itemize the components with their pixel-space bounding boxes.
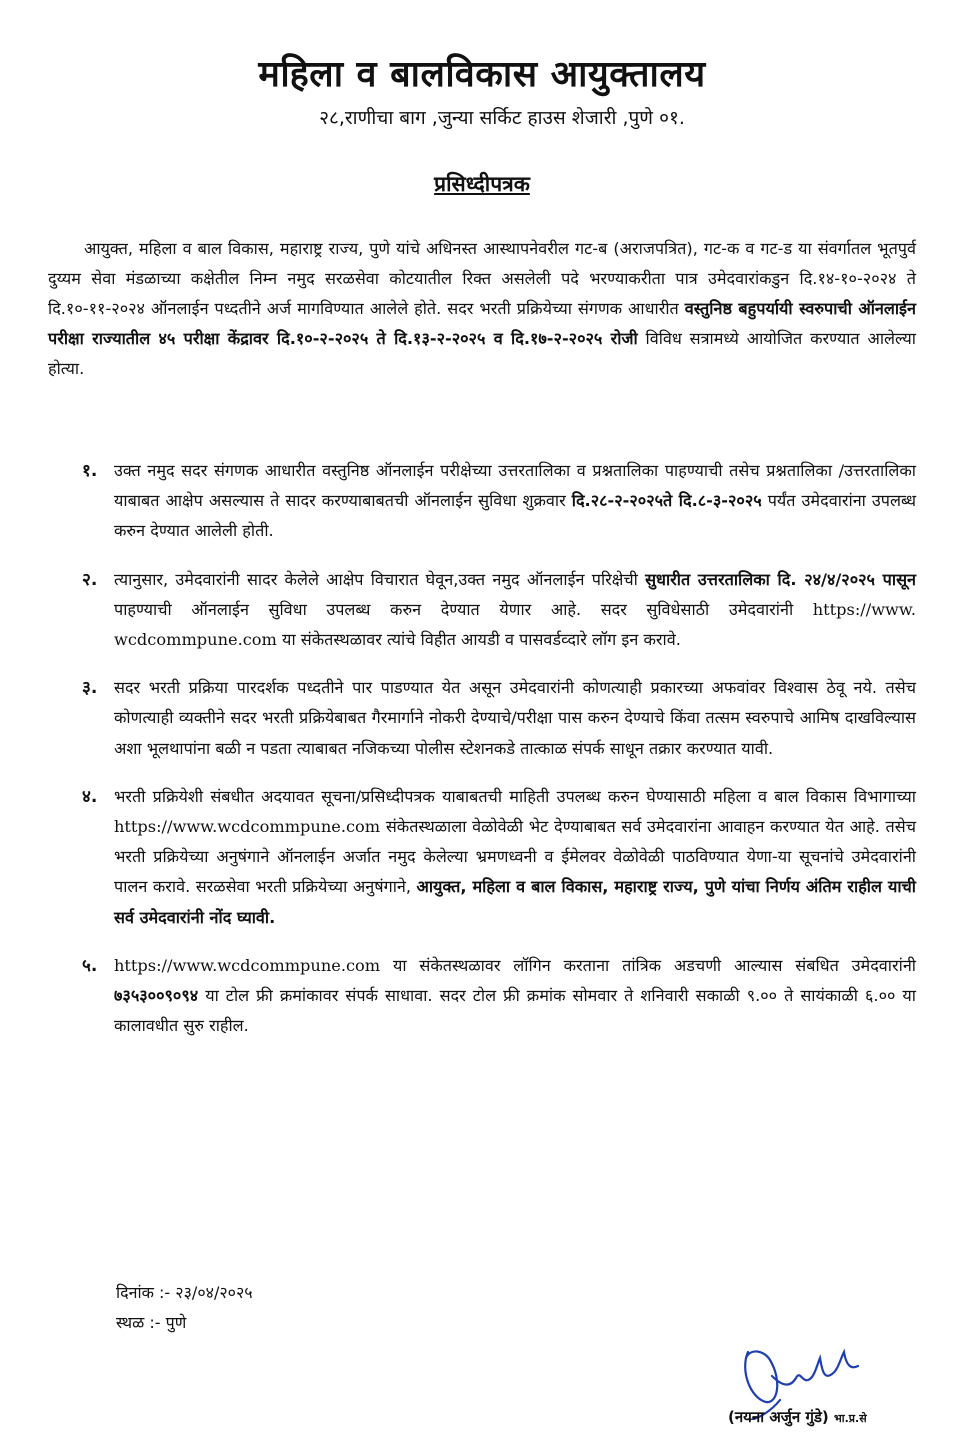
- footer-block: [116, 1278, 253, 1338]
- point-bold-answer-key: सुधारीत उत्तरतालिका दि. २४/४/२०२५ पासून: [645, 569, 916, 589]
- point-text: पाहण्याची ऑनलाईन सुविधा उपलब्ध करुन देण्यात येणार आहे. सदर सुविधेसाठी उमेदवारांनी: [114, 599, 813, 619]
- toll-free-number: ७३५३००९०९४: [114, 986, 199, 1006]
- date-line: दिनांक :- २३/०४/२०२५: [116, 1283, 253, 1302]
- point-body: [114, 456, 916, 547]
- point-body: [114, 951, 916, 1042]
- point-2: [48, 565, 916, 656]
- website-link[interactable]: https://www. wcdcommpune.com: [114, 599, 916, 650]
- point-4: [48, 782, 916, 933]
- point-number: ५.: [82, 955, 98, 976]
- point-number: ३.: [82, 678, 98, 699]
- point-body: [114, 673, 916, 764]
- point-text: भरती प्रक्रियेशी संबधीत अदयावत सूचना/प्रसिध्दीपत्रक याबाबतची माहिती उपलब्ध करुन घेण्यासाठी महिला व बाल विकास विभागाच्या: [114, 786, 916, 806]
- point-text: सदर भरती प्रक्रिया पारदर्शक पध्दतीने पार पाडण्यात येत असून उमेदवारांनी कोणत्याही प्रकारच्या अफवांवर विश्वास ठेवू नये. तसेच कोणत्याही व्यक्तीने सदर भरती प्रक्रियेबाबत गैरमार्गाने नोकरी देण्याचे/परीक्षा पास करुन देण्याचे किंवा तत्सम स्वरुपाचे आमिष दाखविल्यास अशा भूलथापांना बळी न पडता त्याबाबत नजिकच्या पोलीस स्टेशनकडे तात्काळ संपर्क साधून तक्रार करण्यात यावी.: [114, 678, 916, 758]
- intro-text-2: विविध सत्रामध्ये आयोजित करण्यात आलेल्या होत्या.: [48, 329, 916, 378]
- office-address: २८,राणीचा बाग ,जुन्या सर्किट हाउस शेजारी ,पुणे ०१.: [319, 107, 685, 129]
- point-text: त्यानुसार, उमेदवारांनी सादर केलेले आक्षेप विचारात घेवून,उक्त नमुद ऑनलाईन परिक्षेची: [114, 569, 646, 589]
- signatory: [728, 1407, 867, 1427]
- office-title: महिला व बालविकास आयुक्तालय: [258, 54, 706, 95]
- intro-bold-exam-dates: वस्तुनिष्ठ बहुपर्यायी स्वरुपाची ऑनलाईन परीक्षा राज्यातील ४५ परीक्षा केंद्रावर दि.१०-२-२०२५ ते दि.१३-२-२०२५ व दि.१७-२-२०२५ रोजी: [48, 299, 916, 348]
- point-5: [48, 951, 916, 1042]
- point-1: [48, 456, 916, 547]
- place-line: स्थळ :- पुणे: [116, 1313, 187, 1332]
- point-text: या संकेतस्थळावर त्यांचे विहीत आयडी व पासवर्डव्दारे लॉग इन करावे.: [276, 630, 681, 650]
- point-text: संकेतस्थळाला वेळोवेळी भेट देण्याबाबत सर्व उमेदवारांना आवाहन करण्यात येत आहे. तसेच भरती प्रक्रियेच्या अनुषंगाने ऑनलाईन अर्जात नमुद केलेल्या भ्रमणध्वनी व ईमेलवर वेळोवेळी पाठविण्यात येणा-या सूचनांचे उमेदवारांनी पालन करावे. सरळसेवा भरती प्रक्रियेच्या अनुषंगाने,: [114, 817, 916, 897]
- points-list: [48, 456, 916, 1059]
- point-text: या टोल फ्री क्रमांकावर संपर्क साधावा. सदर टोल फ्री क्रमांक सोमवार ते शनिवारी सकाळी ९.०० ते सायंकाळी ६.०० या कालावधीत सुरु राहील.: [114, 986, 916, 1036]
- intro-text-1: आयुक्त, महिला व बाल विकास, महाराष्ट्र राज्य, पुणे यांचे अधिनस्त आस्थापनेवरील गट-ब (अराजपत्रित), गट-क व गट-ड या संवर्गातल भूतपुर्व दुय्यम सेवा मंडळाच्या कक्षेतील निम्न नमुद सरळसेवा कोटयातील रिक्त असलेली पदे भरण्याकरीता पात्र उमेदवारांकडुन दि.१४-१०-२०२४ ते दि.१०-११-२०२४ ऑनलाईन पध्दतीने अर्ज मागविण्यात आलेले होते. सदर भरती प्रक्रियेच्या संगणक आधारीत: [48, 239, 916, 318]
- signatory-name: (नयना अर्जुन गुंडे): [728, 1408, 829, 1426]
- point-number: २.: [82, 569, 98, 590]
- point-text: पर्यंत उमेदवारांना उपलब्ध करुन देण्यात आलेली होती.: [114, 491, 916, 541]
- point-text: उक्त नमुद सदर संगणक आधारीत वस्तुनिष्ठ ऑनलाईन परीक्षेच्या उत्तरतालिका व प्रश्नतालिका पाहण्याची तसेच प्रश्नतालिका /उत्तरतालिका याबाबत आक्षेप असल्यास ते सादर करण्याबाबतची ऑनलाईन सुविधा शुक्रवार: [114, 461, 916, 511]
- intro-paragraph: [48, 234, 916, 384]
- point-number: १.: [82, 461, 98, 481]
- point-3: [48, 673, 916, 764]
- signatory-designation: भा.प्र.से: [834, 1412, 867, 1425]
- point-body: [114, 565, 916, 656]
- website-link[interactable]: https://www.wcdcommpune.com: [114, 955, 381, 975]
- point-text: या संकेतस्थळावर लॉगिन करताना तांत्रिक अडचणी आल्यास संबधित उमेदवारांनी: [380, 955, 916, 975]
- point-bold-final-decision: आयुक्त, महिला व बाल विकास, महाराष्ट्र राज्य, पुणे यांचा निर्णय अंतिम राहील याची सर्व उमेदवारांनी नोंद घ्यावी.: [114, 877, 916, 927]
- point-number: ४.: [82, 786, 98, 807]
- notice-heading: प्रसिध्दीपत्रक: [434, 172, 530, 196]
- website-link[interactable]: https://www.wcdcommpune.com: [114, 817, 381, 837]
- point-bold-dates: दि.२८-२-२०२५ते दि.८-३-२०२५: [571, 491, 762, 511]
- point-body: [114, 782, 916, 933]
